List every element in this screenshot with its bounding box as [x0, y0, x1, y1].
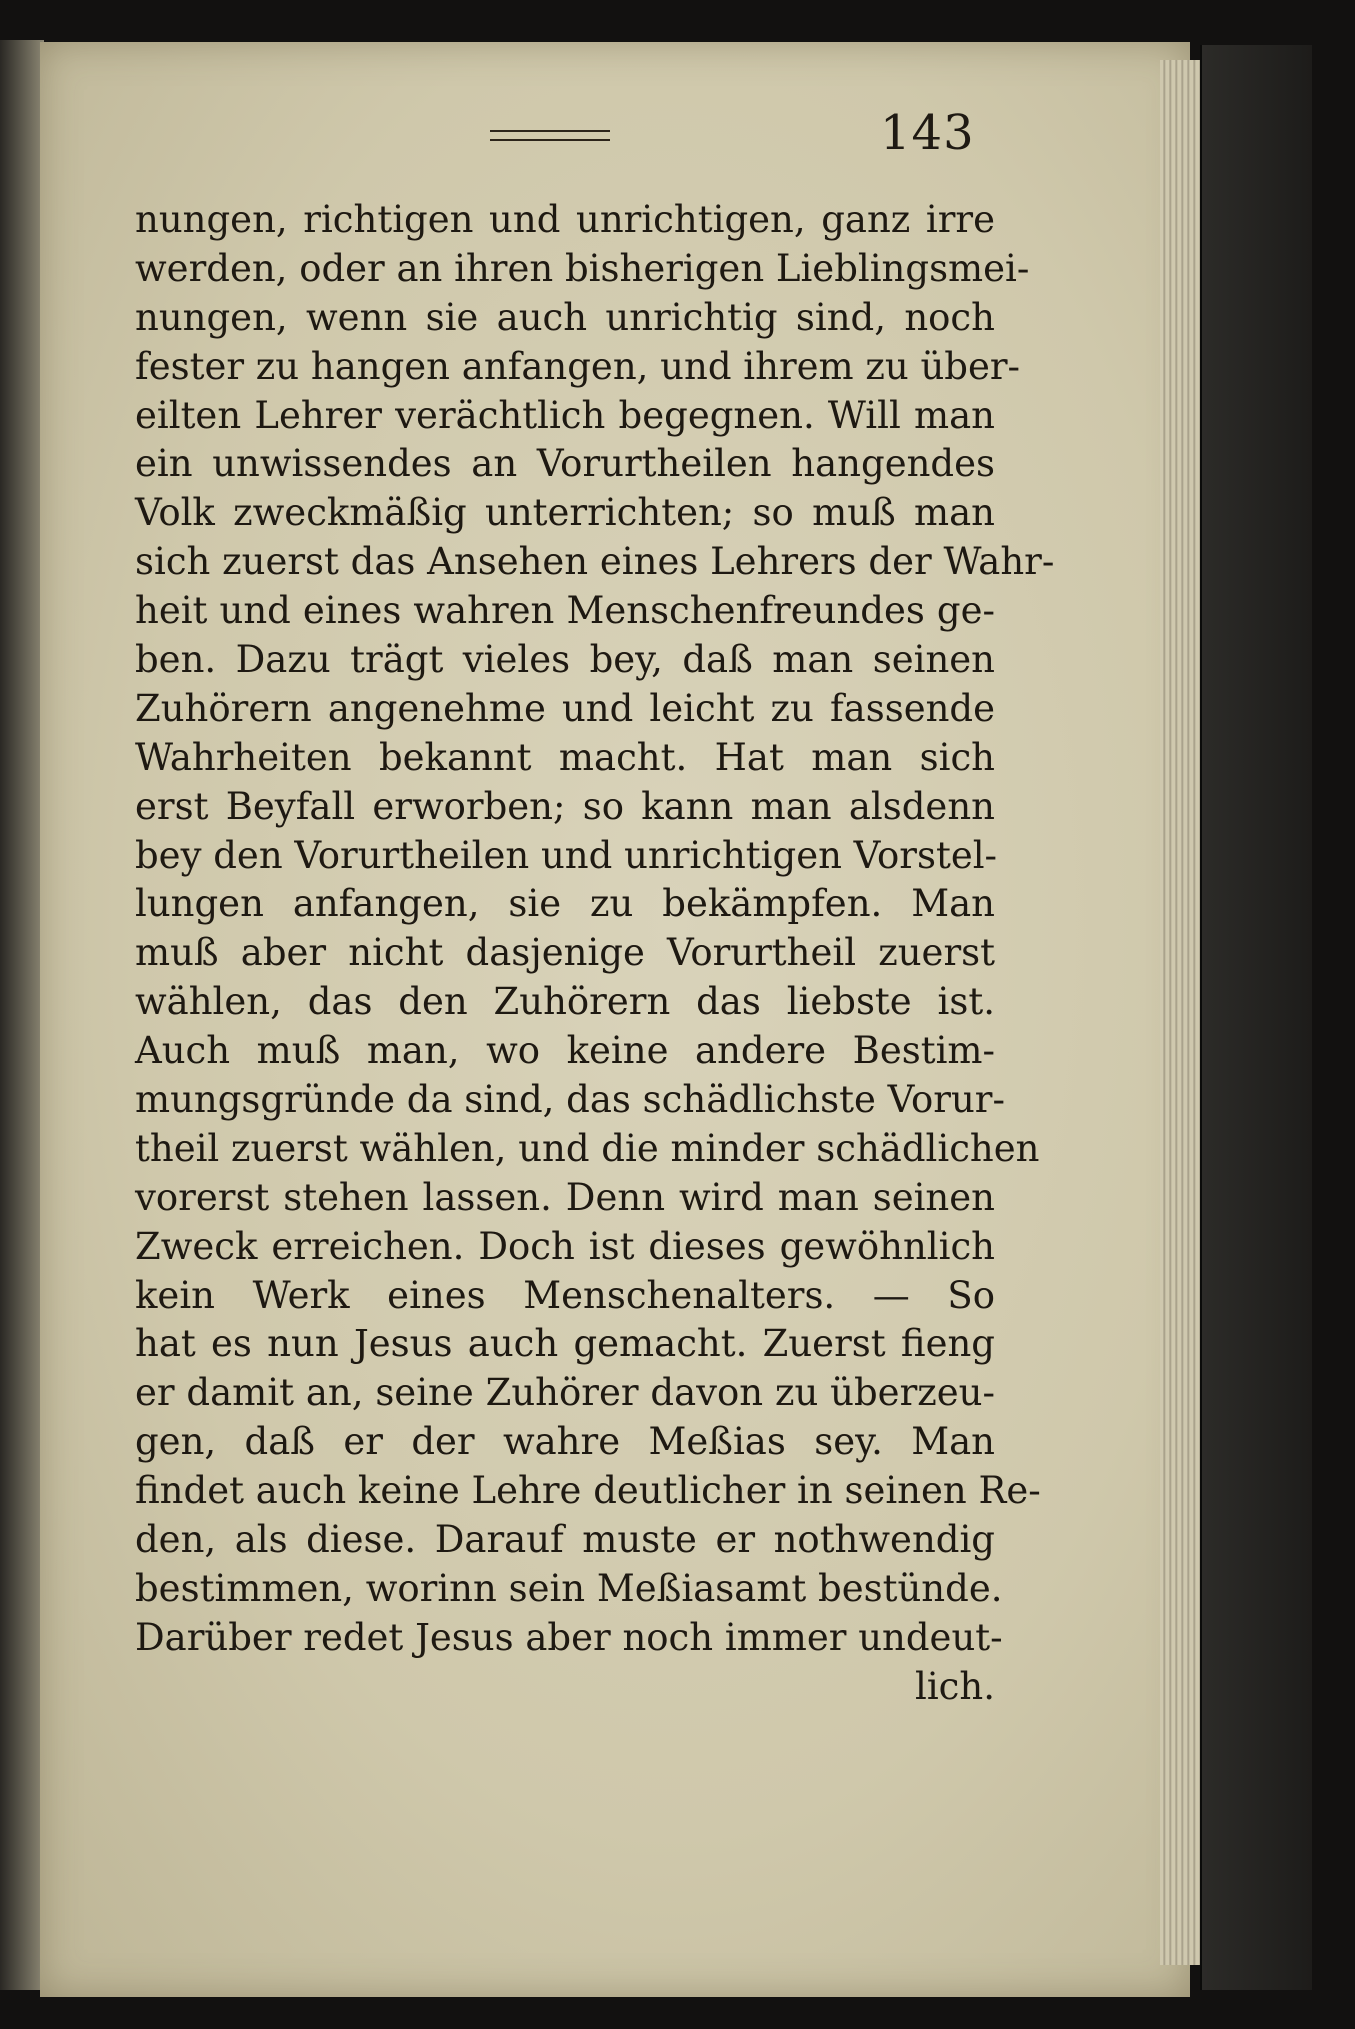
- text-line: ben. Dazu trägt vieles bey, daß man seinen: [135, 638, 995, 682]
- text-line: hat es nun Jesus auch gemacht. Zuerst fieng: [135, 1322, 995, 1366]
- text-line: Darüber redet Jesus aber noch immer undeut-: [135, 1615, 1003, 1659]
- header-double-rule: [490, 130, 610, 141]
- text-line: nungen, wenn sie auch unrichtig sind, noch: [135, 295, 995, 339]
- text-line: heit und eines wahren Menschenfreundes ge-: [135, 589, 995, 633]
- text-line: bestimmen, worinn sein Meßiasamt bestünde.: [135, 1566, 1003, 1610]
- text-line: mungsgründe da sind, das schädlichste Vorur-: [135, 1078, 1005, 1122]
- book-cover-edge: [1200, 45, 1312, 1990]
- text-line: erst Beyfall erworben; so kann man alsdenn: [135, 784, 995, 828]
- text-line: findet auch keine Lehre deutlicher in seinen Re-: [135, 1469, 1041, 1513]
- text-line: Wahrheiten bekannt macht. Hat man sich: [135, 735, 995, 779]
- text-line: nungen, richtigen und unrichtigen, ganz irre: [135, 198, 995, 241]
- text-line: sich zuerst das Ansehen eines Lehrers der Wahr-: [135, 540, 1055, 584]
- text-line: vorerst stehen lassen. Denn wird man seinen: [135, 1175, 995, 1219]
- text-line: fester zu hangen anfangen, und ihrem zu über-: [135, 344, 1021, 388]
- text-line: lungen anfangen, sie zu bekämpfen. Man: [135, 882, 995, 926]
- text-line: eilten Lehrer verächtlich begegnen. Will man: [135, 393, 995, 437]
- text-line: wählen, das den Zuhörern das liebste ist.: [135, 980, 995, 1024]
- text-line: bey den Vorurtheilen und unrichtigen Vorstel-: [135, 833, 998, 877]
- final-text-line: lich.: [915, 1664, 995, 1708]
- text-line: Zweck erreichen. Doch ist dieses gewöhnlich: [135, 1224, 995, 1268]
- text-line: werden, oder an ihren bisherigen Lieblingsmei-: [135, 246, 1030, 290]
- text-line: kein Werk eines Menschenalters. — So: [135, 1273, 995, 1317]
- text-line: gen, daß er der wahre Meßias sey. Man: [135, 1420, 995, 1464]
- text-line: Volk zweckmäßig unterrichten; so muß man: [135, 491, 995, 535]
- body-text: [135, 196, 1055, 1712]
- page-stack-edge: [1160, 60, 1200, 1965]
- text-line: er damit an, seine Zuhörer davon zu überzeu-: [135, 1371, 995, 1415]
- text-line: theil zuerst wählen, und die minder schädlichen: [135, 1126, 1040, 1170]
- previous-page-edge: [0, 40, 44, 1990]
- text-line: Zuhörern angenehme und leicht zu fassende: [135, 686, 995, 730]
- text-line: den, als diese. Darauf muste er nothwendig: [135, 1518, 995, 1562]
- text-line: ein unwissendes an Vorurtheilen hangendes: [135, 442, 995, 486]
- page-number: 143: [880, 105, 975, 161]
- text-line: Auch muß man, wo keine andere Bestim-: [135, 1029, 995, 1073]
- text-line: muß aber nicht dasjenige Vorurtheil zuerst: [135, 931, 995, 975]
